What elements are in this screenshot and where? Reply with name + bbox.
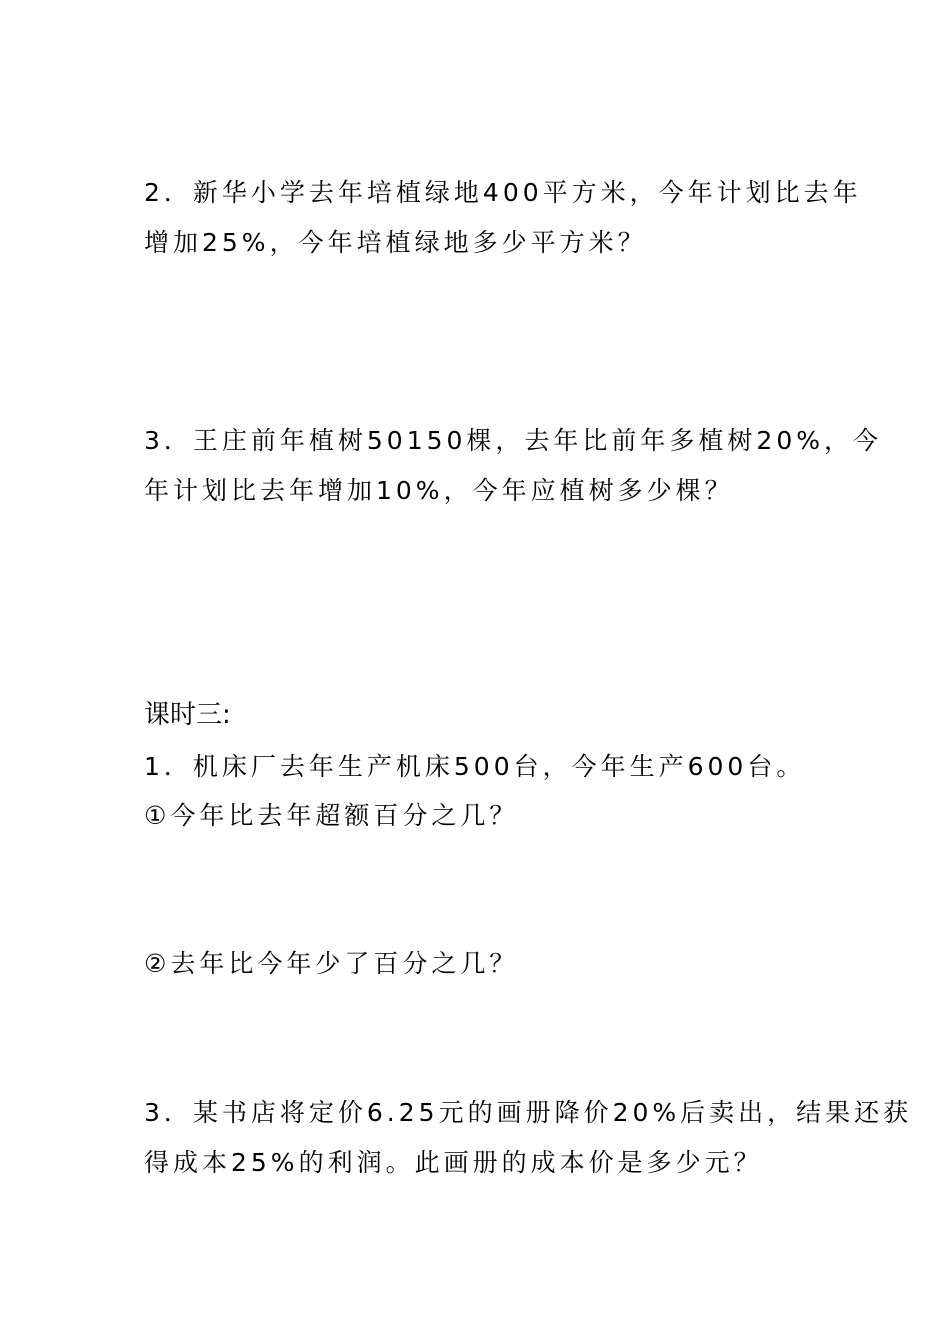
question-1-part-b: ②去年比今年少了百分之几？ xyxy=(144,949,519,978)
question-3-line-1: 3．某书店将定价6.25元的画册降价20%后卖出，结果还获 xyxy=(144,1098,913,1127)
problem-2-line-1: 2．新华小学去年培植绿地400平方米，今年计划比去年 xyxy=(144,178,862,207)
question-3-line-2: 得成本25%的利润。此画册的成本价是多少元？ xyxy=(144,1148,763,1177)
section-heading: 课时三: xyxy=(144,700,231,730)
question-1-part-a: ①今年比去年超额百分之几？ xyxy=(144,801,519,830)
problem-3-line-1: 3．王庄前年植树50150棵，去年比前年多植树20%，今 xyxy=(144,426,883,455)
problem-3-line-2: 年计划比去年增加10%，今年应植树多少棵？ xyxy=(144,476,734,505)
question-1: 1．机床厂去年生产机床500台，今年生产600台。 xyxy=(144,752,806,781)
problem-2-line-2: 增加25%，今年培植绿地多少平方米？ xyxy=(144,228,647,257)
